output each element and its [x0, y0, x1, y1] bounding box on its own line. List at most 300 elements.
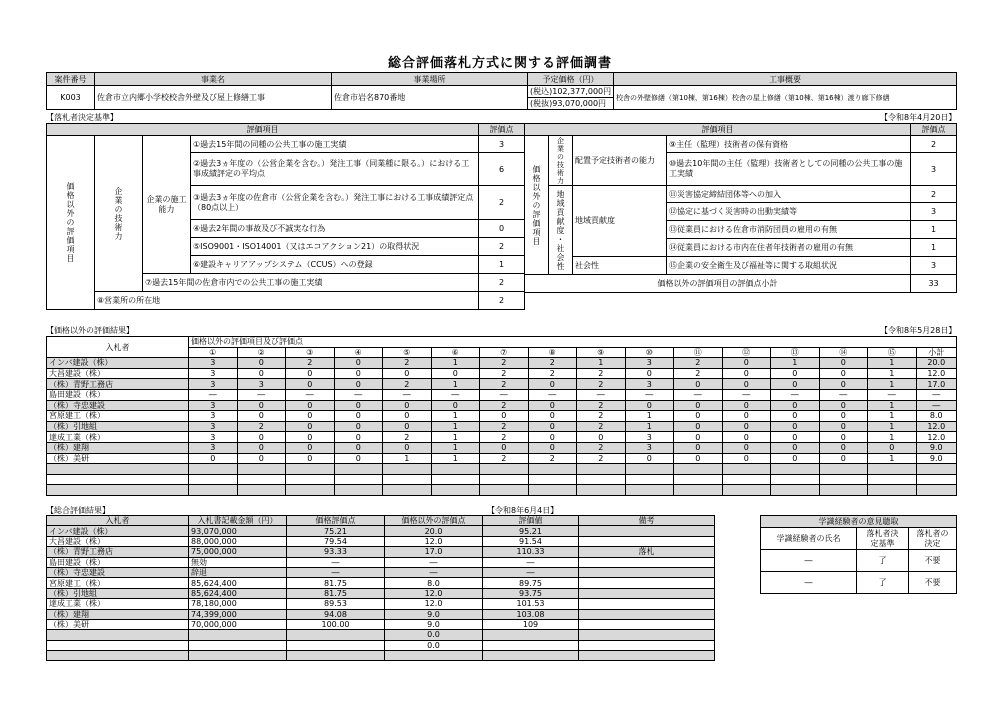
score-cell	[334, 464, 383, 475]
bidder-name: （株）寺忠建設	[47, 400, 189, 411]
table-row	[47, 536, 715, 546]
score-cell: 3	[237, 379, 286, 390]
score-cell: 0	[334, 411, 383, 422]
score-cell: ―	[771, 389, 820, 400]
score-cell: 1	[431, 442, 480, 453]
overall-col-header: 入札書記載金額（円）	[189, 516, 287, 526]
score-cell: 0	[237, 442, 286, 453]
criteria-item: ④過去2年間の事故及び不誠実な行為	[191, 220, 479, 238]
score-cell: 0	[383, 400, 432, 411]
criteria-item: ⑫協定に基づく災害時の出動実績等	[667, 203, 911, 221]
criteria-points: 0	[479, 220, 525, 238]
score-cell	[383, 464, 432, 475]
non-price-score: 9.0	[385, 609, 483, 619]
score-cell: 3	[189, 400, 238, 411]
score-cell: 1	[383, 453, 432, 464]
remarks	[579, 609, 715, 619]
expert-header-decision: 落札者の決定	[909, 528, 957, 550]
score-cell	[577, 464, 626, 475]
remarks	[579, 526, 715, 536]
expert-header-name: 学識経験者の氏名	[761, 528, 857, 550]
score-cell	[431, 474, 480, 485]
score-cell	[480, 474, 529, 485]
non-price-score: 9.0	[385, 619, 483, 629]
score-cell: 1	[431, 453, 480, 464]
score-cell: 0	[528, 432, 577, 443]
non-price-score: 0.0	[385, 630, 483, 640]
score-cell: 2	[577, 453, 626, 464]
bidder-name	[47, 464, 189, 475]
table-row	[47, 400, 957, 411]
criteria-pts-header: 評価点	[911, 124, 957, 136]
table-row	[47, 485, 957, 496]
table-row	[47, 651, 715, 661]
score-cell	[625, 485, 674, 496]
score-cell: 0	[722, 432, 771, 443]
criteria-points: 2	[479, 238, 525, 256]
score-cell: 0	[722, 400, 771, 411]
bidder-name: 達成工業（株）	[47, 599, 189, 609]
score-cell: 0	[237, 453, 286, 464]
table-row	[47, 526, 715, 536]
score-cell: 0	[674, 411, 723, 422]
project-place: 佐倉市岩名870番地	[332, 86, 528, 110]
score-cell: 2	[528, 358, 577, 369]
overall-col-header: 備考	[579, 516, 715, 526]
results-col-header: ⑫	[722, 347, 771, 358]
criteria-item: ⑨主任（監理）技術者の保有資格	[667, 136, 911, 153]
score-cell	[528, 464, 577, 475]
score-cell: 9.0	[916, 442, 957, 453]
score-cell	[819, 485, 868, 496]
criteria-item: ⑮企業の安全衛生及び福祉等に関する取組状況	[667, 257, 911, 275]
price-score: 93.33	[287, 547, 385, 557]
score-cell: 2	[577, 442, 626, 453]
right-sub-3: 社会性	[573, 257, 667, 275]
score-cell	[868, 474, 917, 485]
score-cell: 0	[722, 411, 771, 422]
score-cell: 0	[819, 358, 868, 369]
table-row	[47, 453, 957, 464]
score-cell: 0	[771, 453, 820, 464]
evaluation-value	[483, 630, 579, 640]
results-col-header: ⑪	[674, 347, 723, 358]
results-items-header: 価格以外の評価項目及び評価点	[189, 337, 957, 348]
overall-col-header: 評価値	[483, 516, 579, 526]
remarks	[579, 536, 715, 546]
score-cell: 0	[771, 368, 820, 379]
expert-criteria: 了	[857, 572, 909, 594]
score-cell: 3	[625, 358, 674, 369]
evaluation-value: 95.21	[483, 526, 579, 536]
score-cell: 0	[722, 421, 771, 432]
score-cell	[334, 485, 383, 496]
results-bidder-header: 入札者	[47, 337, 189, 358]
overall-col-header: 価格評価点	[287, 516, 385, 526]
bidder-name	[47, 630, 189, 640]
evaluation-value: 89.75	[483, 578, 579, 588]
bidder-name: （株）寺忠建設	[47, 567, 189, 577]
price-score: 89.53	[287, 599, 385, 609]
score-cell: 1	[868, 453, 917, 464]
score-cell: 0	[528, 379, 577, 390]
score-cell: 0	[819, 432, 868, 443]
expert-name: ―	[761, 550, 857, 572]
score-cell	[916, 485, 957, 496]
score-cell: 2	[480, 379, 529, 390]
criteria-points: 2	[479, 186, 525, 220]
score-cell	[286, 485, 335, 496]
score-cell: ―	[189, 389, 238, 400]
remarks	[579, 588, 715, 598]
results-col-header: ⑦	[480, 347, 529, 358]
score-cell	[819, 474, 868, 485]
score-cell	[771, 485, 820, 496]
score-cell	[674, 474, 723, 485]
score-cell: 0	[528, 411, 577, 422]
score-cell: 0	[722, 358, 771, 369]
results-section-label: 【価格以外の評価結果】	[46, 326, 134, 335]
criteria-points: 3	[911, 257, 957, 275]
left-category-3: 企業の施工能力	[143, 136, 191, 274]
score-cell: 0	[868, 442, 917, 453]
remarks	[579, 567, 715, 577]
score-cell: 1	[868, 411, 917, 422]
criteria-points: 2	[479, 292, 525, 310]
score-cell: ―	[674, 389, 723, 400]
bidder-name: 島田建設（株）	[47, 389, 189, 400]
score-cell: 2	[577, 421, 626, 432]
header-number: 案件番号	[47, 73, 95, 86]
score-cell: 1	[625, 421, 674, 432]
score-cell: 0	[286, 379, 335, 390]
criteria-item-header: 評価項目	[525, 124, 911, 136]
criteria-right-table	[524, 123, 957, 293]
bidder-name: （株）青野工務店	[47, 547, 189, 557]
score-cell: 0	[383, 411, 432, 422]
bidder-name: （株）建翔	[47, 609, 189, 619]
criteria-item: ③過去3ヵ年度の佐倉市（公営企業を含む。）発注工事における工事成績評定点（80点以上）	[191, 186, 479, 220]
score-cell: 3	[189, 411, 238, 422]
score-cell: ―	[819, 389, 868, 400]
score-cell: 2	[480, 400, 529, 411]
score-cell: 0	[625, 453, 674, 464]
criteria-points: 3	[911, 153, 957, 186]
bid-amount: 85,624,400	[189, 588, 287, 598]
results-col-header: ⑬	[771, 347, 820, 358]
non-price-score: 17.0	[385, 547, 483, 557]
score-cell: 0	[431, 400, 480, 411]
score-cell	[722, 485, 771, 496]
header-name: 事業名	[95, 73, 332, 86]
score-cell: ―	[528, 389, 577, 400]
score-cell: 3	[625, 432, 674, 443]
score-cell: 0	[674, 453, 723, 464]
evaluation-value: ―	[483, 557, 579, 567]
score-cell	[237, 485, 286, 496]
score-cell: 2	[480, 453, 529, 464]
score-cell	[480, 464, 529, 475]
score-cell	[528, 485, 577, 496]
score-cell: 0	[286, 400, 335, 411]
non-price-score: 12.0	[385, 588, 483, 598]
bidder-name: 大昌建設（株）	[47, 368, 189, 379]
score-cell: 0	[528, 400, 577, 411]
price-excl: (税抜)93,070,000円	[528, 98, 614, 110]
score-cell: 0	[383, 442, 432, 453]
criteria-left-table	[46, 123, 525, 310]
table-row	[47, 630, 715, 640]
score-cell: 0	[819, 411, 868, 422]
score-cell: 0	[334, 421, 383, 432]
score-cell: 2	[577, 379, 626, 390]
score-cell	[383, 485, 432, 496]
evaluation-value: 91.54	[483, 536, 579, 546]
score-cell: 3	[189, 379, 238, 390]
table-row	[47, 474, 957, 485]
score-cell: 0	[819, 421, 868, 432]
score-cell: 0	[286, 421, 335, 432]
score-cell: 0	[722, 442, 771, 453]
criteria-section-label: 【落札者決定基準】	[46, 113, 118, 122]
score-cell: 3	[625, 442, 674, 453]
score-cell: 0	[674, 442, 723, 453]
project-table	[46, 72, 957, 110]
table-row	[47, 358, 957, 369]
right-category-1: 価格以外の評価項目	[525, 136, 549, 275]
score-cell: 0	[771, 411, 820, 422]
score-cell: 0	[722, 453, 771, 464]
score-cell	[431, 485, 480, 496]
criteria-date: 【令和8年4月20日】	[880, 113, 957, 122]
score-cell: 2	[237, 421, 286, 432]
expert-title: 学識経験者の意見聴取	[761, 516, 957, 528]
table-row	[47, 557, 715, 567]
score-cell: 0	[625, 400, 674, 411]
non-price-score: 8.0	[385, 578, 483, 588]
score-cell: 20.0	[916, 358, 957, 369]
score-cell: 1	[431, 432, 480, 443]
score-cell: 0	[674, 421, 723, 432]
criteria-item: ⑩過去10年間の主任（監理）技術者としての同種の公共工事の施工実績	[667, 153, 911, 186]
score-cell: 0	[383, 421, 432, 432]
criteria-points: 6	[479, 153, 525, 186]
score-cell: ―	[577, 389, 626, 400]
score-cell	[577, 474, 626, 485]
bid-amount: 85,624,400	[189, 578, 287, 588]
bid-amount: 74,399,000	[189, 609, 287, 619]
overall-section-label: 【総合評価結果】	[46, 506, 110, 515]
bidder-name	[47, 474, 189, 485]
score-cell: 2	[480, 368, 529, 379]
score-cell: 2	[674, 368, 723, 379]
price-score	[287, 651, 385, 661]
bidder-name: インバ建設（株）	[47, 526, 189, 536]
score-cell	[625, 474, 674, 485]
bidder-name: 島田建設（株）	[47, 557, 189, 567]
score-cell: 2	[577, 368, 626, 379]
header-summary: 工事概要	[614, 73, 957, 86]
score-cell: 1	[868, 400, 917, 411]
score-cell: 1	[431, 379, 480, 390]
score-cell: 1	[431, 411, 480, 422]
score-cell: 0	[819, 379, 868, 390]
score-cell	[189, 464, 238, 475]
right-category-tech: 企業の技術力	[549, 136, 573, 186]
criteria-points: 3	[479, 136, 525, 153]
score-cell: 2	[383, 432, 432, 443]
score-cell	[916, 474, 957, 485]
bid-amount: 78,180,000	[189, 599, 287, 609]
score-cell	[431, 464, 480, 475]
criteria-item: ⑤ISO9001・ISO14001（又はエコアクション21）の取得状況	[191, 238, 479, 256]
evaluation-value: 109	[483, 619, 579, 629]
score-cell: 2	[480, 358, 529, 369]
score-cell: 0	[771, 421, 820, 432]
score-cell: ―	[237, 389, 286, 400]
score-cell: ―	[431, 389, 480, 400]
score-cell: 1	[771, 358, 820, 369]
score-cell: 0	[286, 368, 335, 379]
project-number: K003	[47, 86, 95, 110]
evaluation-value: 101.53	[483, 599, 579, 609]
score-cell: 0	[771, 432, 820, 443]
table-row	[47, 619, 715, 629]
score-cell: 0	[819, 368, 868, 379]
score-cell: ―	[383, 389, 432, 400]
score-cell: 12.0	[916, 368, 957, 379]
criteria-points: 1	[911, 221, 957, 239]
score-cell: 0	[237, 358, 286, 369]
score-cell: 3	[189, 442, 238, 453]
score-cell: 9.0	[916, 453, 957, 464]
score-cell: 0	[286, 453, 335, 464]
overall-date: 【令和8年6月4日】	[487, 506, 559, 515]
score-cell	[189, 485, 238, 496]
score-cell: 0	[819, 400, 868, 411]
bid-amount: 辞退	[189, 567, 287, 577]
bidder-name: （株）建翔	[47, 442, 189, 453]
results-col-header: ⑤	[383, 347, 432, 358]
results-date: 【令和8年5月28日】	[880, 326, 957, 335]
expert-table	[760, 515, 957, 594]
bidder-name	[47, 485, 189, 496]
bidder-name: 達成工業（株）	[47, 432, 189, 443]
score-cell: ―	[480, 389, 529, 400]
score-cell	[771, 464, 820, 475]
evaluation-value	[483, 651, 579, 661]
table-row	[47, 578, 715, 588]
score-cell: 0	[819, 442, 868, 453]
score-cell: 2	[286, 358, 335, 369]
bidder-name	[47, 640, 189, 650]
price-score	[287, 640, 385, 650]
score-cell: ―	[916, 389, 957, 400]
score-cell: 8.0	[916, 411, 957, 422]
right-sub-2: 地域貢献度	[573, 186, 667, 257]
remarks	[579, 599, 715, 609]
score-cell: 0	[286, 411, 335, 422]
evaluation-value: ―	[483, 567, 579, 577]
score-cell	[722, 474, 771, 485]
score-cell	[868, 485, 917, 496]
score-cell: 0	[722, 368, 771, 379]
remarks	[579, 630, 715, 640]
evaluation-value	[483, 640, 579, 650]
header-price: 予定価格（円）	[528, 73, 614, 86]
score-cell	[383, 474, 432, 485]
expert-criteria: 了	[857, 550, 909, 572]
score-cell	[722, 464, 771, 475]
remarks	[579, 557, 715, 567]
score-cell: 17.0	[916, 379, 957, 390]
subtotal-value: 33	[911, 275, 957, 293]
score-cell: 0	[334, 400, 383, 411]
score-cell: 0	[334, 358, 383, 369]
bidder-name	[47, 651, 189, 661]
overall-table	[46, 515, 715, 661]
project-name: 佐倉市立内郷小学校校舎外壁及び屋上修繕工事	[95, 86, 332, 110]
score-cell: 0	[771, 400, 820, 411]
bid-amount: 88,000,000	[189, 536, 287, 546]
score-cell: 0	[674, 400, 723, 411]
price-score: ―	[287, 557, 385, 567]
bidder-name: （株）美研	[47, 619, 189, 629]
table-row	[47, 567, 715, 577]
score-cell: ―	[625, 389, 674, 400]
table-row	[47, 411, 957, 422]
score-cell: 0	[528, 442, 577, 453]
score-cell: 2	[674, 358, 723, 369]
non-price-score: ―	[385, 557, 483, 567]
results-col-header: ⑮	[868, 347, 917, 358]
bidder-name: インバ建設（株）	[47, 358, 189, 369]
bidder-name: （株）引地組	[47, 421, 189, 432]
score-cell: 3	[189, 368, 238, 379]
results-table	[46, 336, 957, 496]
table-row	[47, 464, 957, 475]
score-cell	[237, 464, 286, 475]
results-col-header: ⑭	[819, 347, 868, 358]
score-cell: ―	[868, 389, 917, 400]
overall-col-header: 入札者	[47, 516, 189, 526]
score-cell: 0	[237, 400, 286, 411]
score-cell: 0	[480, 442, 529, 453]
score-cell	[916, 464, 957, 475]
criteria-item-header: 評価項目	[47, 124, 479, 136]
score-cell: 2	[383, 379, 432, 390]
score-cell: 1	[868, 421, 917, 432]
expert-name: ―	[761, 572, 857, 594]
score-cell	[819, 464, 868, 475]
score-cell: 0	[334, 432, 383, 443]
left-category-2: 企業の技術力	[95, 136, 143, 292]
score-cell: 2	[383, 358, 432, 369]
results-col-header: ②	[237, 347, 286, 358]
bid-amount: 93,070,000	[189, 526, 287, 536]
score-cell: 2	[480, 432, 529, 443]
criteria-item: ①過去15年間の同種の公共工事の施工実績	[191, 136, 479, 153]
results-col-header: ⑨	[577, 347, 626, 358]
score-cell: 1	[577, 358, 626, 369]
score-cell: 1	[868, 432, 917, 443]
score-cell: 3	[189, 432, 238, 443]
price-score: 75.21	[287, 526, 385, 536]
bid-amount	[189, 630, 287, 640]
score-cell: 0	[237, 411, 286, 422]
price-score: 94.08	[287, 609, 385, 619]
score-cell: 0	[722, 379, 771, 390]
